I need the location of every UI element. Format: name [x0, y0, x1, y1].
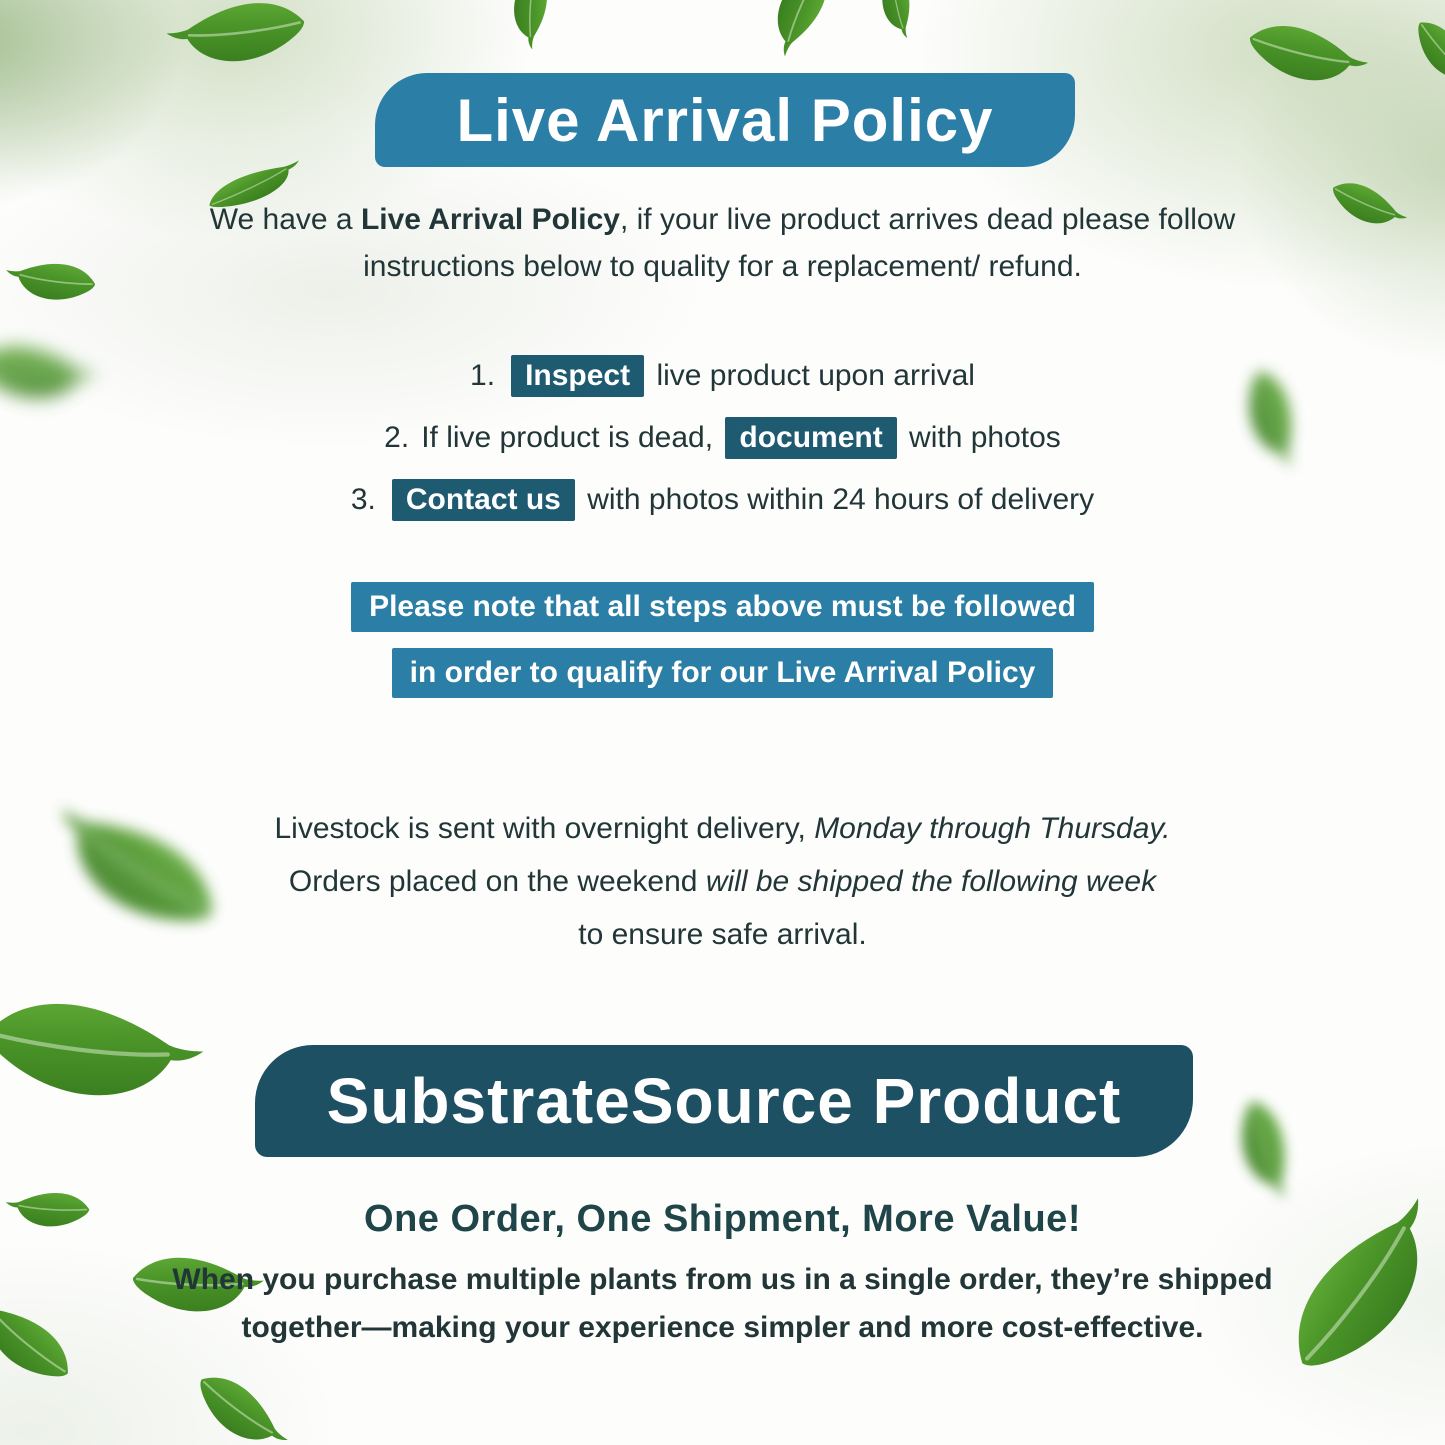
shipping-line-3: to ensure safe arrival. [578, 918, 867, 951]
page-title: Live Arrival Policy [456, 86, 994, 154]
intro-line-2: instructions below to quality for a replacement/ refund. [363, 250, 1082, 283]
shipping-paragraph [0, 802, 1445, 961]
substratesource-product-banner [255, 1045, 1193, 1157]
step-2-highlight: document [725, 417, 896, 459]
leaf-icon [159, 0, 325, 111]
blurred-leaf-icon [1223, 1094, 1301, 1200]
step-2-pre: If live product is dead, [421, 421, 722, 454]
shipping-line-1: Livestock is sent with overnight delivery, Monday through Thursday. [274, 812, 1171, 845]
note-line-1: Please note that all steps above must be followed [351, 582, 1094, 632]
shipping-line-2-italic: will be shipped the following week [705, 865, 1157, 898]
leaf-icon [182, 1349, 291, 1445]
step-3 [351, 476, 1094, 524]
value-line-2: together—making your experience simpler and more cost-effective. [241, 1311, 1204, 1344]
intro-bold-policy: Live Arrival Policy [360, 203, 620, 236]
step-1 [470, 352, 975, 400]
policy-steps-list [0, 352, 1445, 524]
live-arrival-policy-banner [375, 73, 1075, 167]
note-line-2: in order to qualify for our Live Arrival Policy [392, 648, 1054, 698]
value-heading: One Order, One Shipment, More Value! [364, 1198, 1081, 1240]
leaf-icon [867, 0, 924, 39]
value-paragraph [0, 1256, 1445, 1352]
intro-paragraph [0, 196, 1445, 290]
step-1-highlight: Inspect [511, 355, 644, 397]
step-2-post: with photos [900, 421, 1061, 454]
step-3-number: 3. [350, 483, 376, 516]
leaf-icon [1402, 6, 1445, 100]
step-3-post: with photos within 24 hours of delivery [578, 483, 1095, 516]
leaf-icon [1230, 0, 1374, 123]
leaf-icon [0, 949, 207, 1158]
step-1-number: 1. [470, 359, 496, 392]
leaf-icon [488, 0, 571, 52]
value-line-1: When you purchase multiple plants from us in a single order, they’re shipped [172, 1263, 1273, 1296]
step-2 [384, 414, 1061, 462]
product-banner-title: SubstrateSource Product [326, 1065, 1122, 1137]
step-1-post: live product upon arrival [648, 359, 975, 392]
policy-note [0, 582, 1445, 698]
shipping-line-1-italic: Monday through Thursday. [814, 812, 1171, 845]
step-3-highlight: Contact us [392, 479, 575, 521]
shipping-line-2: Orders placed on the weekend will be shipped the following week [288, 865, 1157, 898]
step-2-number: 2. [384, 421, 410, 454]
leaf-icon [743, 0, 857, 62]
intro-line-1: We have a Live Arrival Policy, if your live product arrives dead please follow [209, 203, 1236, 236]
